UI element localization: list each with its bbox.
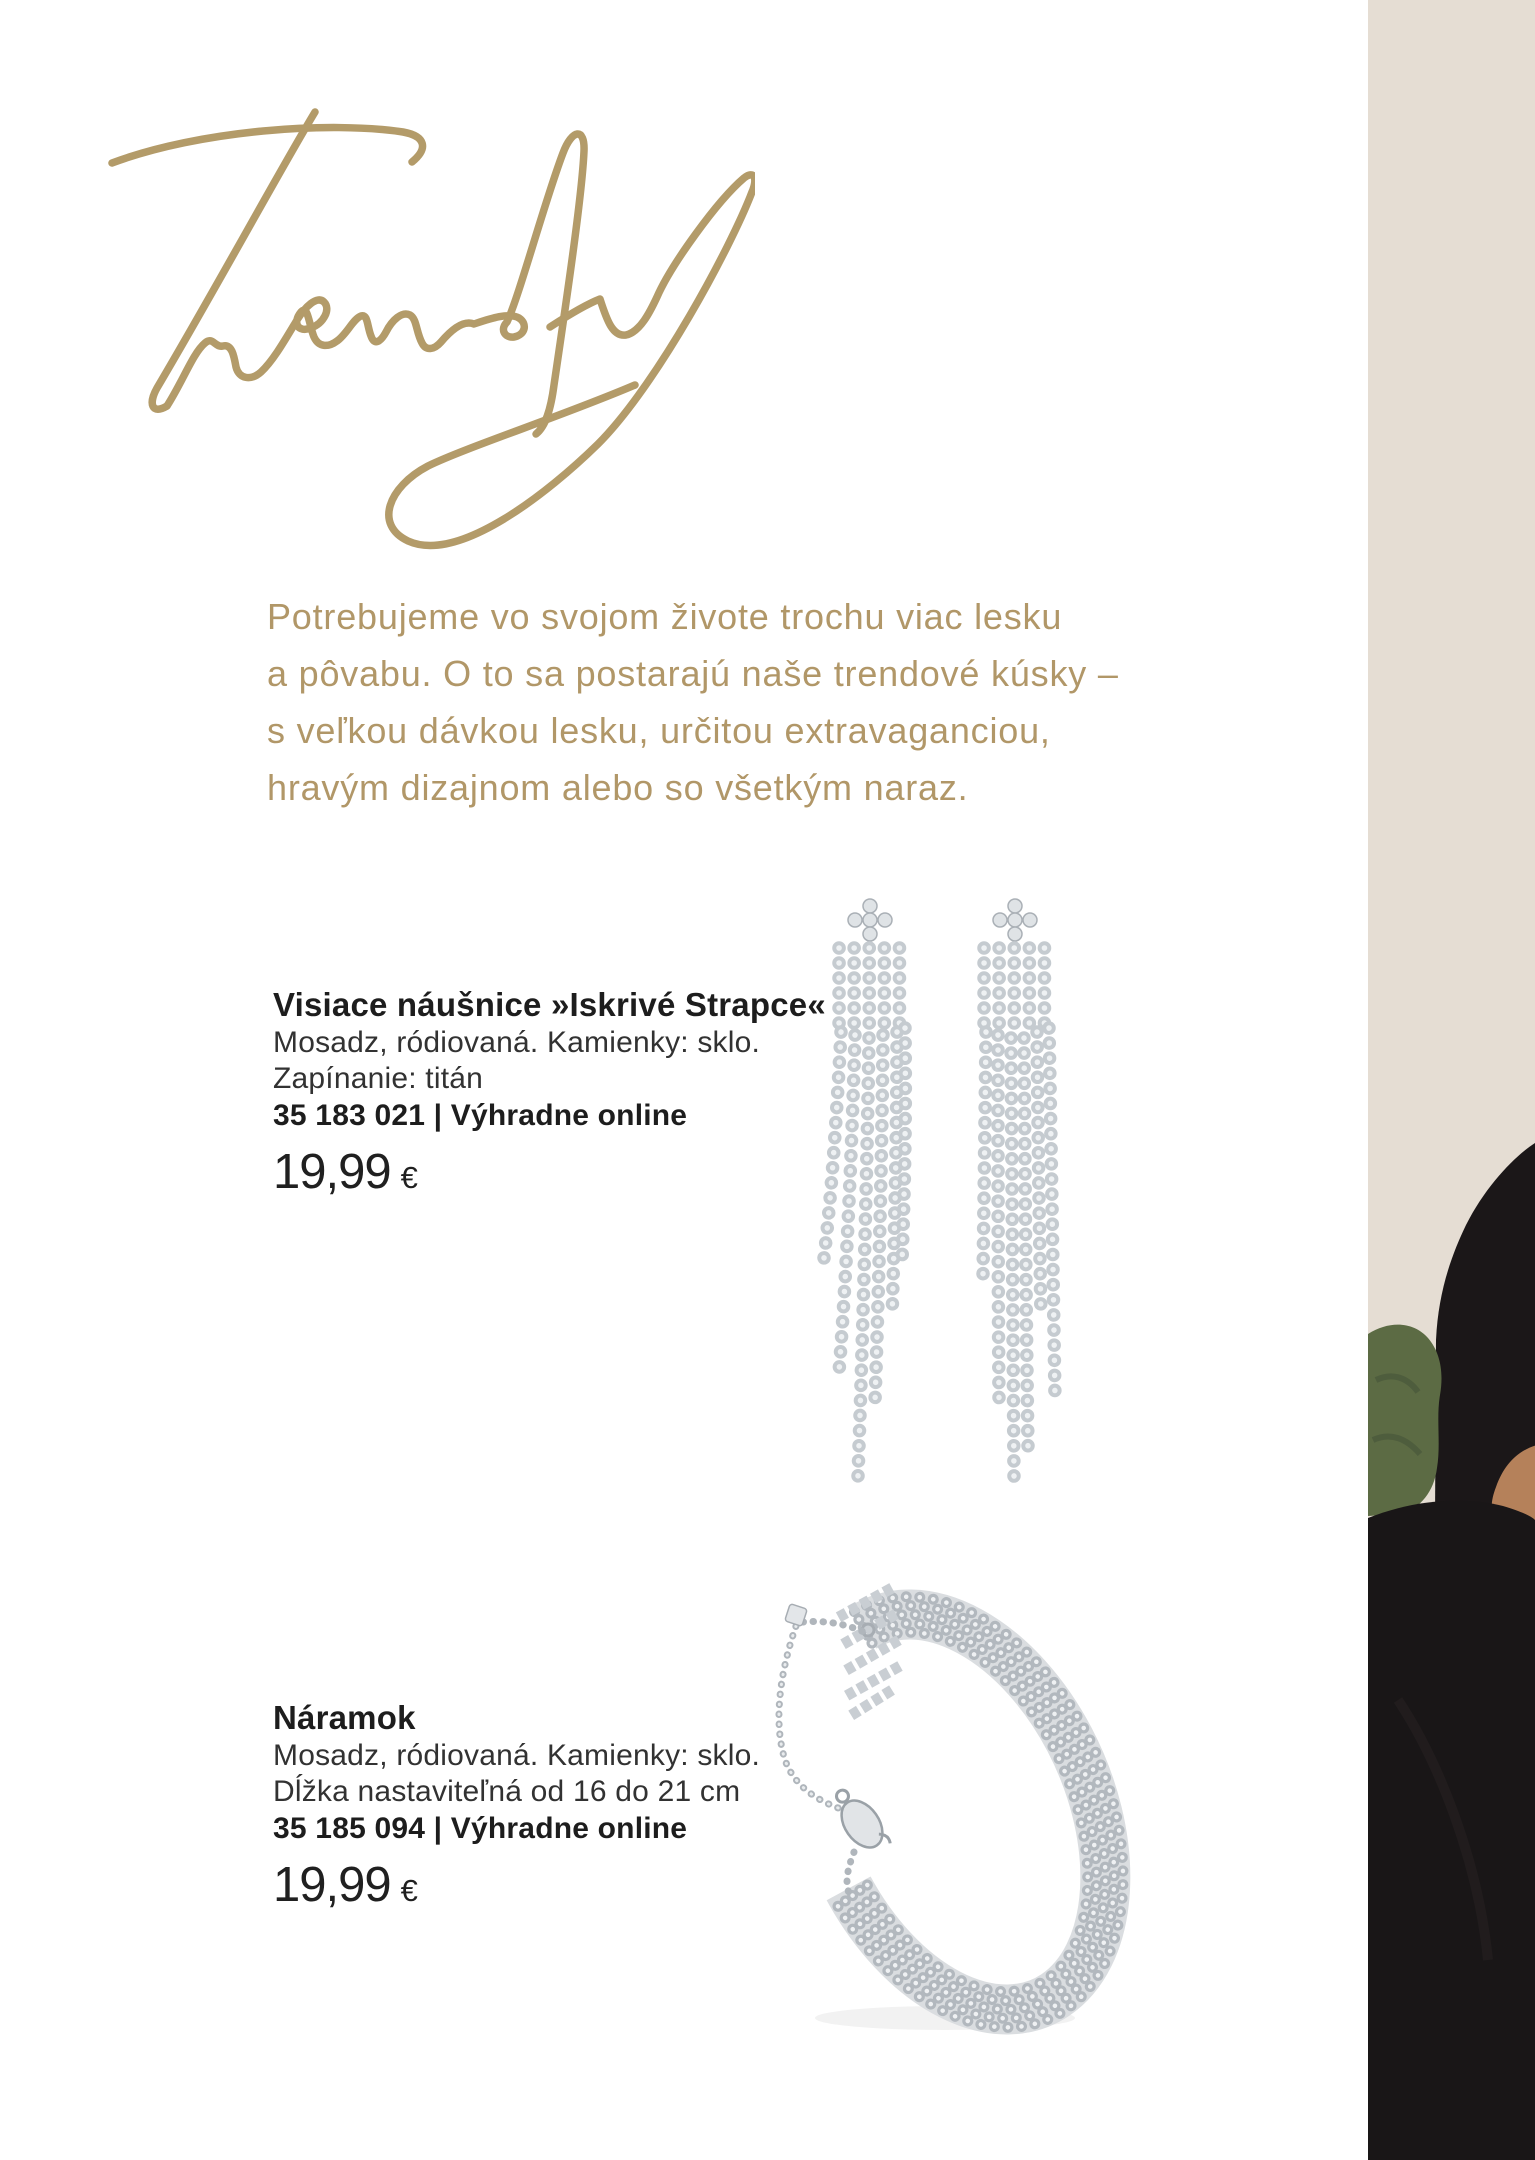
lobster-clasp-icon [825, 1781, 894, 1859]
product-price [273, 1857, 418, 1913]
trendy-script-title [95, 85, 755, 575]
product-detail: Mosadz, ródiovaná. Kamienky: sklo. [273, 1739, 761, 1772]
product-bracelet-info [273, 1698, 760, 1913]
product-name: Náramok [273, 1699, 416, 1736]
product-name: Visiace náušnice »Iskrivé Strapce« [273, 986, 826, 1023]
intro-line: hravým dizajnom alebo so všetkým naraz. [267, 767, 969, 808]
product-sku: 35 185 094 | Výhradne online [273, 1812, 688, 1845]
product-detail: Mosadz, ródiovaná. Kamienky: sklo. [273, 1026, 761, 1059]
product-earrings-info [273, 985, 826, 1200]
earring-crystal-strands [824, 1028, 1055, 1478]
product-detail: Dĺžka nastaviteľná od 16 do 21 cm [273, 1775, 741, 1808]
product-price [273, 1144, 418, 1200]
currency-symbol: € [400, 1160, 418, 1195]
price-value: 19,99 [273, 1145, 391, 1199]
earring-crystal-block [839, 948, 1046, 1023]
price-value: 19,99 [273, 1858, 391, 1912]
earrings-product-image [770, 890, 1110, 1490]
product-sku: 35 183 021 | Výhradne online [273, 1099, 688, 1132]
intro-line: Potrebujeme vo svojom živote trochu viac lesku [267, 596, 1063, 637]
product-detail: Zapínanie: titán [273, 1062, 484, 1095]
intro-line: s veľkou dávkou lesku, určitou extravaganciou, [267, 710, 1051, 751]
intro-line: a pôvabu. O to sa postarajú naše trendové kúsky – [267, 653, 1119, 694]
side-model-photo [1368, 0, 1535, 2160]
earring-stud [848, 899, 1037, 941]
bracelet-band [740, 1560, 1140, 2040]
olive-scarf-shape [1368, 1325, 1442, 1516]
black-clothing-shape [1368, 1501, 1535, 2160]
bracelet-product-image [740, 1560, 1140, 2040]
intro-paragraph [267, 588, 1119, 816]
currency-symbol: € [400, 1873, 418, 1908]
